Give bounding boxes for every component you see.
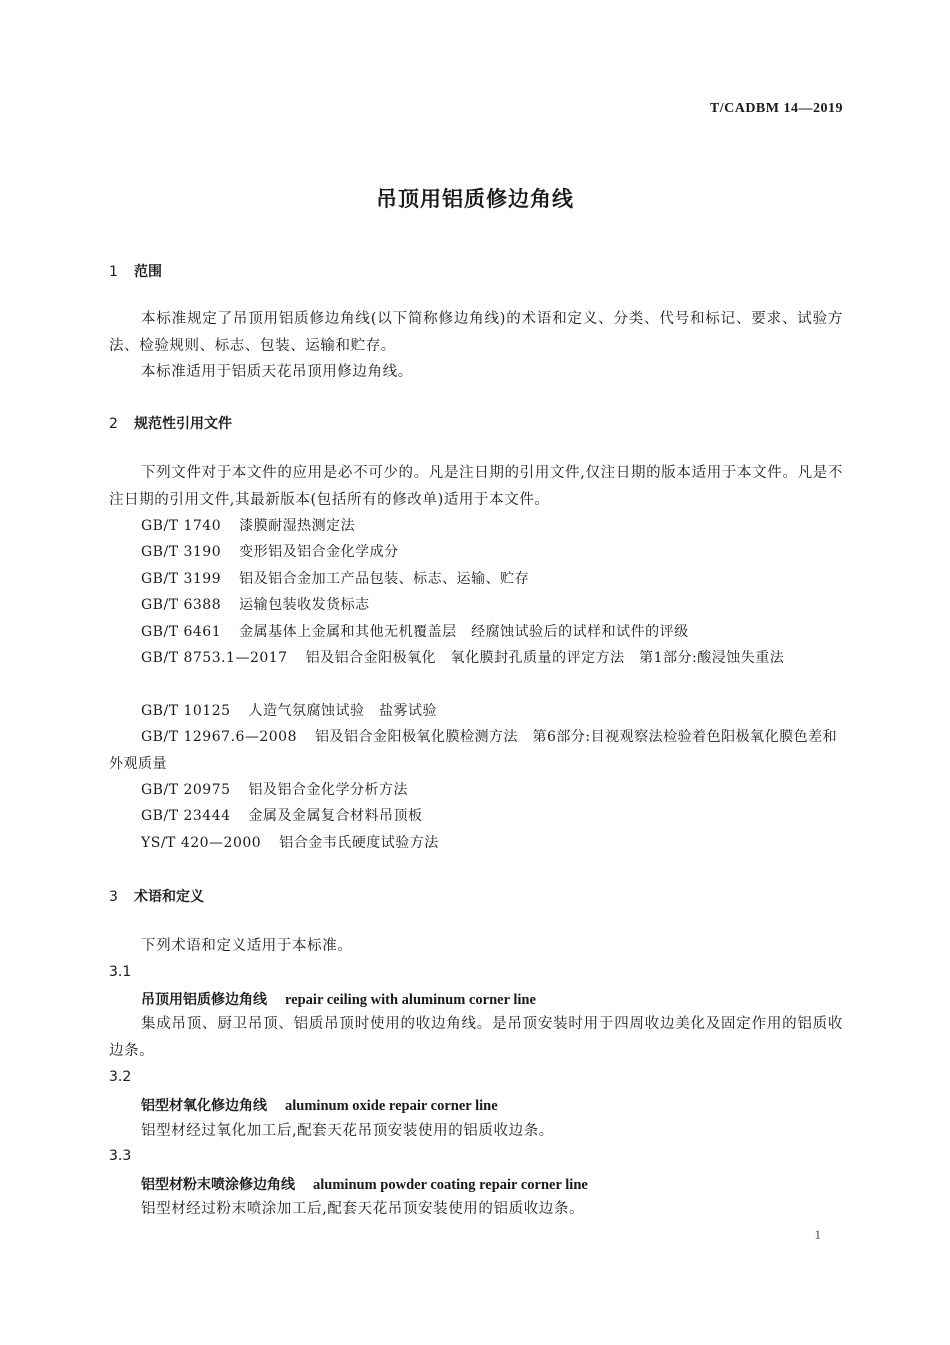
reference-code: GB/T 1740	[141, 518, 222, 534]
page-number: 1	[814, 1227, 821, 1242]
term-name-en: repair ceiling with aluminum corner line	[285, 992, 536, 1008]
term-name-zh: 铝型材氧化修边角线	[141, 1098, 267, 1114]
reference-title: 金属基体上金属和其他无机覆盖层 经腐蚀试验后的试样和试件的评级	[239, 624, 689, 640]
term-name-zh: 吊顶用铝质修边角线	[141, 992, 267, 1008]
reference-title: 运输包装收发货标志	[239, 597, 370, 613]
reference-title: 铝及铝合金化学分析方法	[248, 782, 409, 798]
reference-item	[109, 645, 843, 672]
reference-item	[141, 513, 843, 540]
reference-item	[141, 539, 843, 566]
term-name	[141, 989, 536, 1009]
reference-code: YS/T 420—2000	[141, 835, 262, 851]
term-name	[141, 1095, 498, 1115]
section-title: 术语和定义	[134, 889, 204, 905]
section-title: 范围	[134, 264, 162, 280]
reference-item	[141, 619, 843, 646]
section-title: 规范性引用文件	[134, 416, 232, 432]
term-name	[141, 1174, 588, 1194]
section-2-heading	[109, 413, 232, 433]
section-1-heading	[109, 261, 162, 281]
reference-code: GB/T 6388	[141, 597, 222, 613]
term-number: 3.3	[109, 1148, 132, 1164]
terms-intro: 下列术语和定义适用于本标准。	[141, 938, 353, 954]
reference-title: 人造气氛腐蚀试验 盐雾试验	[248, 703, 438, 719]
reference-code: GB/T 23444	[141, 808, 231, 824]
term-number: 3.2	[109, 1069, 132, 1085]
reference-code: GB/T 8753.1—2017	[141, 650, 288, 666]
reference-title: 金属及金属复合材料吊顶板	[248, 808, 423, 824]
scope-paragraph-2: 本标准适用于铝质天花吊顶用修边角线。	[141, 364, 413, 380]
reference-title: 变形铝及铝合金化学成分	[239, 544, 399, 560]
reference-item	[141, 803, 843, 830]
section-number: 3	[109, 889, 118, 905]
term-number: 3.1	[109, 964, 132, 980]
term-name-en: aluminum oxide repair corner line	[285, 1098, 498, 1114]
reference-title: 铝及铝合金阳极氧化膜检测方法 第6部分:目视观察法检验着色阳极氧化膜色差和外观质量	[109, 729, 838, 772]
reference-item	[141, 830, 843, 857]
reference-title: 铝及铝合金加工产品包装、标志、运输、贮存	[239, 571, 530, 587]
section-number: 2	[109, 416, 118, 432]
term-definition: 铝型材经过粉末喷涂加工后,配套天花吊顶安装使用的铝质收边条。	[141, 1201, 585, 1217]
section-3-heading	[109, 886, 204, 906]
scope-paragraph-1: 本标准规定了吊顶用铝质修边角线(以下简称修边角线)的术语和定义、分类、代号和标记、要求、试验方法、检验规则、标志、包装、运输和贮存。	[109, 311, 843, 354]
reference-item	[141, 698, 843, 725]
reference-title: 铝合金韦氏硬度试验方法	[279, 835, 439, 851]
references-intro: 下列文件对于本文件的应用是必不可少的。凡是注日期的引用文件,仅注日期的版本适用于本文件。凡是不注日期的引用文件,其最新版本(包括所有的修改单)适用于本文件。	[109, 465, 843, 508]
document-title: 吊顶用铝质修边角线	[376, 187, 574, 211]
reference-code: GB/T 12967.6—2008	[141, 729, 297, 745]
reference-code: GB/T 10125	[141, 703, 231, 719]
term-definition: 集成吊顶、厨卫吊顶、铝质吊顶时使用的收边角线。是吊顶安装时用于四周收边美化及固定作用的铝质收边条。	[109, 1016, 843, 1059]
reference-item	[141, 566, 843, 593]
reference-title: 漆膜耐湿热测定法	[239, 518, 356, 534]
standard-number: T/CADBM 14—2019	[709, 101, 843, 116]
reference-code: GB/T 3199	[141, 571, 222, 587]
reference-item	[109, 724, 843, 777]
reference-item	[141, 777, 843, 804]
term-name-en: aluminum powder coating repair corner line	[313, 1177, 588, 1193]
reference-code: GB/T 3190	[141, 544, 222, 560]
reference-item	[141, 592, 843, 619]
term-definition: 铝型材经过氧化加工后,配套天花吊顶安装使用的铝质收边条。	[141, 1123, 554, 1139]
reference-title: 铝及铝合金阳极氧化 氧化膜封孔质量的评定方法 第1部分:酸浸蚀失重法	[305, 650, 785, 666]
reference-code: GB/T 6461	[141, 624, 222, 640]
term-name-zh: 铝型材粉末喷涂修边角线	[141, 1177, 295, 1193]
section-number: 1	[109, 264, 118, 280]
reference-code: GB/T 20975	[141, 782, 231, 798]
